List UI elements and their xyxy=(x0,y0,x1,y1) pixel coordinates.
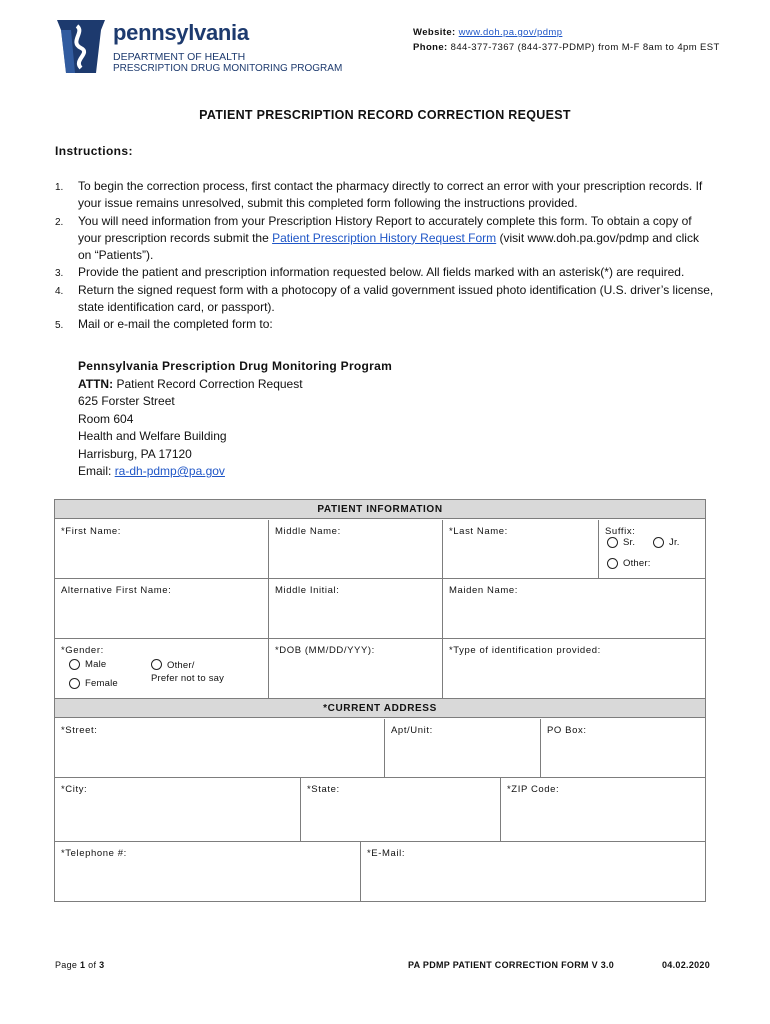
first-name-label: *First Name: xyxy=(61,526,121,537)
logo-title: pennsylvania xyxy=(113,20,249,45)
suffix-field xyxy=(599,520,705,579)
id-type-field[interactable] xyxy=(443,639,705,699)
city-field[interactable] xyxy=(55,778,301,842)
po-box-label: PO Box: xyxy=(547,725,587,736)
gender-female-label: Female xyxy=(85,678,118,690)
gender-other-option[interactable] xyxy=(151,659,224,685)
maiden-name-label: Maiden Name: xyxy=(449,585,518,596)
instruction-step xyxy=(55,316,715,333)
address-street: 625 Forster Street xyxy=(78,394,175,408)
city-label: *City: xyxy=(61,784,88,795)
id-type-label: *Type of identification provided: xyxy=(449,645,601,656)
email-field[interactable] xyxy=(361,842,705,901)
instruction-step xyxy=(55,282,715,317)
radio-icon[interactable] xyxy=(69,678,80,689)
instructions-heading: Instructions: xyxy=(55,144,133,158)
address-org: Pennsylvania Prescription Drug Monitoring Program xyxy=(78,359,393,373)
middle-name-field[interactable] xyxy=(269,520,443,579)
phone-value: 844-377-7367 (844-377-PDMP) from M-F 8am to 4pm EST xyxy=(450,42,720,53)
middle-initial-field[interactable] xyxy=(269,579,443,639)
gender-other-label-2: Prefer not to say xyxy=(151,673,225,684)
alt-first-name-field[interactable] xyxy=(55,579,269,639)
patient-form xyxy=(54,499,706,902)
attn-value: Patient Record Correction Request xyxy=(116,376,303,391)
logo-program: PRESCRIPTION DRUG MONITORING PROGRAM xyxy=(113,63,343,74)
mailing-address xyxy=(78,358,392,481)
email-label: Email: xyxy=(78,464,112,478)
form-version: PA PDMP PATIENT CORRECTION FORM V 3.0 xyxy=(408,960,615,970)
website-link[interactable]: www.doh.pa.gov/pdmp xyxy=(458,27,563,38)
form-date: 04.02.2020 xyxy=(662,960,711,970)
instruction-step xyxy=(55,213,715,265)
attn-label: ATTN: xyxy=(78,376,114,391)
step-number: 1. xyxy=(55,182,64,193)
maiden-name-field[interactable] xyxy=(443,579,705,639)
instructions-list xyxy=(55,178,715,334)
step-text: Provide the patient and prescription information requested below. All fields marked with an asterisk(*) are required. xyxy=(78,265,685,280)
address-room: Room 604 xyxy=(78,411,134,426)
gender-female-option[interactable] xyxy=(69,678,118,689)
radio-icon[interactable] xyxy=(69,659,80,670)
apt-unit-label: Apt/Unit: xyxy=(391,725,433,736)
suffix-sr-label: Sr. xyxy=(623,537,636,549)
alt-first-name-label: Alternative First Name: xyxy=(61,585,172,596)
address-city: Harrisburg, PA 17120 xyxy=(78,446,192,461)
telephone-field[interactable] xyxy=(55,842,361,901)
step-number: 3. xyxy=(55,268,64,280)
step-text: You will need information from your Prescription History Report to accurately complete this form. To obtain a copy of your prescription records submit the xyxy=(78,213,692,245)
last-name-label: *Last Name: xyxy=(449,526,508,537)
radio-icon[interactable] xyxy=(151,659,162,670)
po-box-field[interactable] xyxy=(541,719,705,778)
suffix-jr-option[interactable] xyxy=(653,537,680,548)
last-name-field[interactable] xyxy=(443,520,599,579)
zip-code-field[interactable] xyxy=(501,778,705,842)
step-number: 5. xyxy=(55,320,64,332)
radio-icon[interactable] xyxy=(607,537,618,548)
dob-field[interactable] xyxy=(269,639,443,699)
street-field[interactable] xyxy=(55,719,385,778)
suffix-other-option[interactable] xyxy=(607,558,651,569)
step-text: Mail or e-mail the completed form to: xyxy=(78,317,273,332)
suffix-jr-label: Jr. xyxy=(669,537,680,549)
history-request-form-link[interactable]: Patient Prescription History Request Form xyxy=(272,230,497,245)
page-title: PATIENT PRESCRIPTION RECORD CORRECTION REQUEST xyxy=(199,108,571,122)
page-number xyxy=(55,960,104,970)
step-text-after: (visit www.doh.pa.gov/pdmp and click on “Patients”). xyxy=(78,230,699,263)
phone-label: Phone: xyxy=(413,42,448,53)
zip-code-label: *ZIP Code: xyxy=(507,784,560,795)
radio-icon[interactable] xyxy=(607,558,618,569)
step-number: 4. xyxy=(55,285,64,297)
logo-department: DEPARTMENT OF HEALTH xyxy=(113,51,246,63)
contact-info xyxy=(413,25,720,55)
step-text: Return the signed request form with a photocopy of a valid government issued photo identification (U.S. driver’s license, state identification card, or passport). xyxy=(78,282,714,315)
step-text: To begin the correction process, first contact the pharmacy directly to correct an error with your prescription records. If your issue remains unresolved, submit this completed form following the instructions provided. xyxy=(78,179,703,211)
step-number: 2. xyxy=(55,216,64,228)
apt-unit-field[interactable] xyxy=(385,719,541,778)
gender-other-label xyxy=(151,659,225,685)
patient-information-heading: PATIENT INFORMATION xyxy=(55,500,705,519)
instruction-step xyxy=(55,264,715,281)
pa-doh-logo xyxy=(55,18,355,80)
first-name-field[interactable] xyxy=(55,520,269,579)
email-field-label: *E-Mail: xyxy=(367,848,406,859)
suffix-label: Suffix: xyxy=(605,526,636,537)
middle-initial-label: Middle Initial: xyxy=(275,585,340,596)
gender-male-option[interactable] xyxy=(69,659,106,670)
gender-other-label-1: Other/ xyxy=(167,660,195,671)
address-building: Health and Welfare Building xyxy=(78,429,227,443)
keystone-logo-icon xyxy=(55,18,107,76)
gender-male-label: Male xyxy=(85,659,107,671)
telephone-label: *Telephone #: xyxy=(61,848,127,859)
gender-label: *Gender: xyxy=(61,645,104,656)
website-label: Website: xyxy=(413,27,456,38)
page-of: of xyxy=(88,960,97,970)
email-link[interactable]: ra-dh-pdmp@pa.gov xyxy=(114,464,225,478)
street-label: *Street: xyxy=(61,725,98,736)
dob-label: *DOB (MM/DD/YYY): xyxy=(275,645,375,656)
page-total: 3 xyxy=(99,960,105,970)
radio-icon[interactable] xyxy=(653,537,664,548)
suffix-other-label: Other: xyxy=(623,558,651,570)
state-field[interactable] xyxy=(301,778,501,842)
state-label: *State: xyxy=(307,784,340,795)
instruction-step xyxy=(55,178,715,213)
page-current: 1 xyxy=(80,960,86,970)
current-address-heading: *CURRENT ADDRESS xyxy=(55,699,705,718)
middle-name-label: Middle Name: xyxy=(275,526,341,537)
suffix-sr-option[interactable] xyxy=(607,537,635,548)
page-prefix: Page xyxy=(55,960,78,970)
